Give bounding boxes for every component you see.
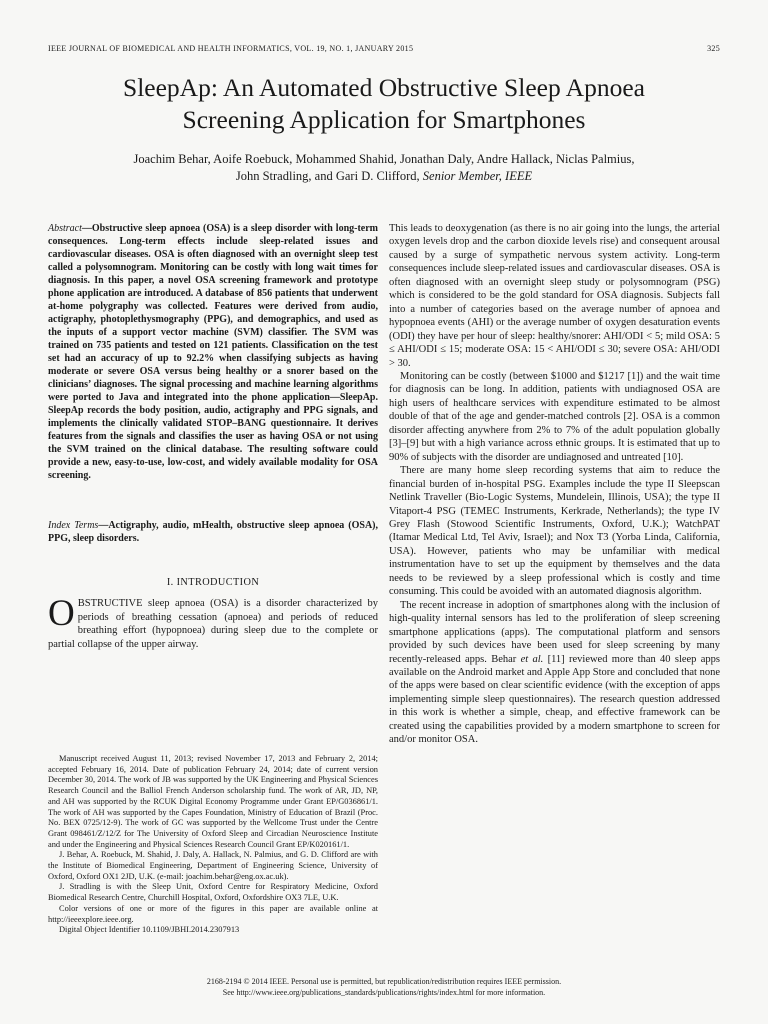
intro-text: BSTRUCTIVE sleep apnoea (OSA) is a disorder characterized by periods of breathing cessation (apnoea) and periods of reduced breathing effort (hypopnoea) during sleep due to the complete or partial collapse of the upper airway. bbox=[48, 598, 378, 650]
author-list bbox=[60, 151, 708, 185]
section-heading: I. INTRODUCTION bbox=[166, 577, 260, 588]
footer-line-2: See http://www.ieee.org/publications_standards/publications/rights/index.html for more information. bbox=[222, 988, 546, 997]
drop-cap: O bbox=[48, 593, 75, 634]
introduction-paragraph bbox=[48, 593, 378, 651]
journal-name: IEEE JOURNAL OF BIOMEDICAL AND HEALTH INFORMATICS, VOL. 19, NO. 1, JANUARY 2015 bbox=[48, 44, 414, 53]
right-column bbox=[389, 222, 720, 747]
member-grade: Senior Member, IEEE bbox=[422, 169, 533, 183]
footnote-doi: Digital Object Identifier 10.1109/JBHI.2014.2307913 bbox=[59, 925, 240, 935]
index-terms bbox=[48, 519, 378, 545]
paper-title bbox=[40, 72, 728, 136]
paragraph-smartphones bbox=[389, 599, 720, 747]
paragraph-monitoring: Monitoring can be costly (between $1000 and $1217 [1]) and the wait time for diagnosis can be long. In addition, patients with undiagnosed OSA are high users of healthcare services with expenditure estimated to be almost double of that of the age and gender-matched controls [2]. OSA is a common disorder affecting anywhere from 2% to 7% of the adult population globally [3]–[9] but with a high variance across ethnic groups. It is estimated that up to 90% of subjects with the disorder are undiagnosed and untreated [10]. bbox=[389, 370, 720, 463]
title-line-2: Screening Application for Smartphones bbox=[182, 105, 586, 134]
paragraph-home-systems: There are many home sleep recording systems that aim to reduce the financial burden of in-hospital PSG. Examples include the type II Sleepscan Netlink Traveller (Bio-Logic Systems, Mundelein, Illinois, USA); the type II Vitaport-4 PSG (TEMEC Instruments, Kerkrade, Netherlands); the type IV Grey Flash (Stowood Scientific Instruments, Oxford, U.K.); WatchPAT (Itamar Medical Ltd, Tel Aviv, Israel); and Nox T3 (Yorba Linda, California, USA). However, patients who may be unfamiliar with medical instrumentation have to set up the equipment by themselves and the data needs to be reviewed by a sleep professional which is costly and time consuming. This could be avoided with an automated diagnosis algorithm. bbox=[389, 465, 720, 598]
et-al: et al. bbox=[520, 653, 544, 665]
footnote-color: Color versions of one or more of the figures in this paper are available online at http://ieeexplore.ieee.org. bbox=[48, 903, 378, 924]
page-number: 325 bbox=[707, 44, 720, 53]
index-terms-label: Index Terms bbox=[48, 520, 99, 531]
smartphones-text-a: The recent increase in adoption of smartphones along with the inclusion of high-quality internal sensors has led to the proliferation of sleep screening smartphone applications (apps). The computational platform and sensors provided by such devices have been used for sleep screening by many recently-released apps. Behar bbox=[389, 599, 720, 665]
title-line-1: SleepAp: An Automated Obstructive Sleep Apnoea bbox=[123, 73, 645, 102]
running-header bbox=[48, 44, 720, 53]
footnote-manuscript: Manuscript received August 11, 2013; revised November 17, 2013 and February 2, 2014; accepted February 16, 2014. Date of publication February 24, 2014; date of current version December 30, 2014. The work of JB was supported by the UK Engineering and Physical Sciences Research Council and the Balliol French Anderson scholarship fund. The work of AR, JD, NP, and AH was supported by the RCUK Digital Economy Programme under Grant EP/G036861/1. The work of AH was supported by the Capes Foundation, Ministry of Education of Brazil (Proc. No. BEX 0725/12-9). The work of GC was supported by the Wellcome Trust under the Centre Grant 098461/Z/12/Z for The University of Oxford Sleep and Circadian Neuroscience Institute and under the Engineering and Physical Sciences Research Council Grant EP/K020161/1. bbox=[48, 754, 378, 849]
authors-line-2: John Stradling, and Gari D. Clifford, bbox=[235, 169, 423, 183]
abstract bbox=[48, 222, 378, 482]
abstract-text: —Obstructive sleep apnoea (OSA) is a sleep disorder with long-term consequences. Long-term effects include sleep-related issues and cardiovascular diseases. OSA is often diagnosed with an overnight sleep test called a polysomnogram. Monitoring can be costly with long wait times for diagnosis. In this paper, a novel OSA screening framework and prototype phone application are introduced. A database of 856 patients that underwent at-home polygraphy was collected. Features were derived from audio, actigraphy, photoplethysmography (PPG), and demographics, and used as the inputs of a support vector machine (SVM) classifier. The SVM was trained on 735 patients and tested on 121 patients. Classification on the test set had an accuracy of up to 92.2% when classifying subjects as having moderate or severe OSA versus being healthy or a snorer based on the clinicians’ diagnoses. The signal processing and machine learning algorithms were ported to Java and integrated into the phone application—SleepAp. SleepAp records the body position, audio, actigraphy and PPG signals, and implements the clinically validated STOP–BANG questionnaire. It derives features from the signals and classifies the user as having OSA or not using the SVM trained on the clinical database. The resulting software could provide a new, easy-to-use, low-cost, and widely available modality for OSA screening. bbox=[48, 223, 378, 481]
abstract-label: Abstract bbox=[48, 223, 82, 234]
paragraph-deoxygenation: This leads to deoxygenation (as there is no air going into the lungs, the arterial oxygen levels drop and the carbon dioxide levels rise) and consequent arousal caused by a surge of sympathetic nervous system activity. Long-term consequences include sleep-related issues and cardiovascular diseases. OSA is often diagnosed with an overnight sleep study or polysomnogram (PSG) which is considered to be the gold standard for OSA diagnosis. Subjects fall into a number of categories based on the average number of apnoea and hypopnoea events (AHI) or the average number of oxygen desaturation events (ODI) they have per hour of sleep: healthy/snorer: AHI/ODI < 5; mild OSA: 5 ≤ AHI/ODI ≤ 15; moderate OSA: 15 < AHI/ODI ≤ 30; severe OSA: AHI/ODI > 30. bbox=[389, 223, 720, 369]
smartphones-text-b: [11] reviewed more than 40 sleep apps available on the Android market and Apple App Store and concluded that none of the apps were based on clear scientific evidence (with the exception of apps implementing simple sleep questionnaires). The research question addressed in this work is whether a simple, cheap, and effective framework can be created using the capabilities provided by a modern smartphone to screen for and/or monitor OSA. bbox=[389, 653, 720, 746]
authors-line-1: Joachim Behar, Aoife Roebuck, Mohammed Shahid, Jonathan Daly, Andre Hallack, Niclas Palmius, bbox=[133, 152, 635, 166]
footnotes bbox=[48, 754, 378, 936]
footer-line-1: 2168-2194 © 2014 IEEE. Personal use is permitted, but republication/redistribution requires IEEE permission. bbox=[206, 977, 562, 986]
copyright-footer bbox=[40, 976, 728, 998]
footnote-stradling: J. Stradling is with the Sleep Unit, Oxford Centre for Respiratory Medicine, Oxford Biomedical Research Centre, Churchill Hospital, Oxford, Oxfordshire OX3 7LE, U.K. bbox=[48, 882, 378, 903]
footnote-affiliations: J. Behar, A. Roebuck, M. Shahid, J. Daly, A. Hallack, N. Palmius, and G. D. Clifford are with the Institute of Biomedical Engineering, Department of Engineering Science, University of Oxford, Oxford OX1 2JD, U.K. (e-mail: joachim.behar@eng.ox.ac.uk). bbox=[48, 850, 378, 881]
index-terms-text: —Actigraphy, audio, mHealth, obstructive sleep apnoea (OSA), PPG, sleep disorders. bbox=[48, 520, 379, 544]
